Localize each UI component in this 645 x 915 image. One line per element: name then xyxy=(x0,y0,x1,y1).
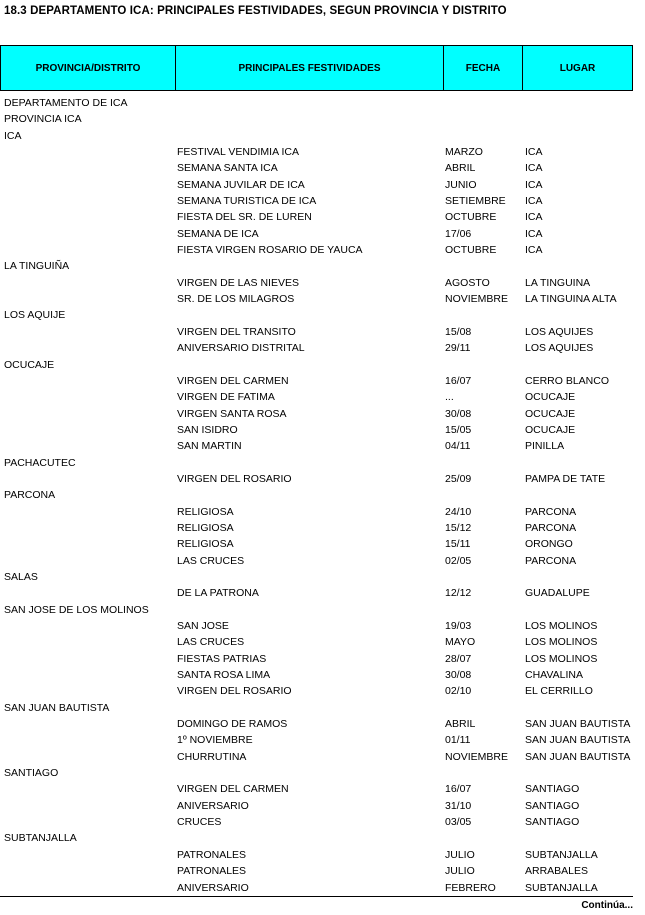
table-row xyxy=(0,520,645,536)
cell-lugar: SANTIAGO xyxy=(525,783,580,796)
table-row xyxy=(0,667,645,683)
cell-festividad: RELIGIOSA xyxy=(177,505,234,518)
bottom-divider xyxy=(0,896,633,897)
cell-festividad: SANTA ROSA LIMA xyxy=(177,669,271,682)
cell-lugar: ORONGO xyxy=(525,538,573,551)
cell-lugar: SUBTANJALLA xyxy=(525,881,598,894)
cell-distrito: SAN JUAN BAUTISTA xyxy=(4,701,110,714)
cell-fecha: ABRIL xyxy=(445,162,476,175)
cell-lugar: ICA xyxy=(525,195,543,208)
cell-distrito: PROVINCIA ICA xyxy=(4,113,82,126)
table-row xyxy=(0,177,645,193)
cell-fecha: 15/12 xyxy=(445,521,472,534)
cell-lugar: ICA xyxy=(525,211,543,224)
table-row xyxy=(0,144,645,160)
cell-lugar: SUBTANJALLA xyxy=(525,848,598,861)
cell-lugar: SANTIAGO xyxy=(525,799,580,812)
cell-festividad: SR. DE LOS MILAGROS xyxy=(177,293,295,306)
cell-fecha: OCTUBRE xyxy=(445,244,497,257)
cell-distrito: SUBTANJALLA xyxy=(4,832,77,845)
page-title: 18.3 DEPARTAMENTO ICA: PRINCIPALES FESTIVIDADES, SEGUN PROVINCIA Y DISTRITO xyxy=(4,5,507,17)
table-row xyxy=(0,847,645,863)
cell-lugar: ICA xyxy=(525,178,543,191)
cell-festividad: VIRGEN DEL CARMEN xyxy=(177,374,289,387)
table-row xyxy=(0,651,645,667)
table-row xyxy=(0,357,645,373)
table-row xyxy=(0,471,645,487)
cell-festividad: ANIVERSARIO DISTRITAL xyxy=(177,342,305,355)
cell-lugar: LOS MOLINOS xyxy=(525,636,598,649)
cell-lugar: CERRO BLANCO xyxy=(525,374,610,387)
cell-fecha: 02/05 xyxy=(445,554,472,567)
table-row xyxy=(0,830,645,846)
table-row xyxy=(0,242,645,258)
table-row xyxy=(0,111,645,127)
cell-lugar: PINILLA xyxy=(525,440,565,453)
column-header-festividades: PRINCIPALES FESTIVIDADES xyxy=(176,46,444,90)
cell-lugar: LOS AQUIJES xyxy=(525,325,594,338)
table-row xyxy=(0,880,645,896)
table-row xyxy=(0,716,645,732)
cell-festividad: SEMANA TURISTICA DE ICA xyxy=(177,195,317,208)
table-row xyxy=(0,553,645,569)
cell-festividad: SAN ISIDRO xyxy=(177,423,238,436)
cell-lugar: LA TINGUINA ALTA xyxy=(525,293,617,306)
cell-festividad: VIRGEN DEL ROSARIO xyxy=(177,472,292,485)
cell-lugar: LOS AQUIJES xyxy=(525,342,594,355)
table-row xyxy=(0,160,645,176)
table-row xyxy=(0,324,645,340)
cell-lugar: PARCONA xyxy=(525,521,577,534)
cell-festividad: SEMANA SANTA ICA xyxy=(177,162,278,175)
cell-distrito: OCUCAJE xyxy=(4,358,55,371)
cell-lugar: SAN JUAN BAUTISTA xyxy=(525,734,631,747)
table-header xyxy=(0,45,633,91)
cell-festividad: VIRGEN DEL TRANSITO xyxy=(177,325,296,338)
cell-lugar: EL CERRILLO xyxy=(525,685,593,698)
cell-festividad: FESTIVAL VENDIMIA ICA xyxy=(177,146,299,159)
table-row xyxy=(0,373,645,389)
table-row xyxy=(0,226,645,242)
cell-fecha: JULIO xyxy=(445,848,475,861)
cell-distrito: SALAS xyxy=(4,570,38,583)
table-body xyxy=(0,95,645,896)
cell-festividad: VIRGEN DE FATIMA xyxy=(177,391,275,404)
cell-fecha: NOVIEMBRE xyxy=(445,293,509,306)
cell-fecha: FEBRERO xyxy=(445,881,496,894)
cell-festividad: ANIVERSARIO xyxy=(177,799,249,812)
cell-fecha: ABRIL xyxy=(445,718,476,731)
cell-fecha: 04/11 xyxy=(445,440,471,453)
cell-festividad: RELIGIOSA xyxy=(177,538,234,551)
table-row xyxy=(0,455,645,471)
table-row xyxy=(0,209,645,225)
cell-distrito: DEPARTAMENTO DE ICA xyxy=(4,97,128,109)
cell-lugar: ICA xyxy=(525,146,543,159)
table-row xyxy=(0,406,645,422)
cell-distrito: SANTIAGO xyxy=(4,767,59,780)
cell-lugar: GUADALUPE xyxy=(525,587,590,600)
cell-lugar: OCUCAJE xyxy=(525,423,576,436)
cell-festividad: PATRONALES xyxy=(177,865,247,878)
table-row xyxy=(0,275,645,291)
table-row xyxy=(0,700,645,716)
table-row xyxy=(0,307,645,323)
cell-fecha: JULIO xyxy=(445,865,475,878)
table-row xyxy=(0,504,645,520)
cell-lugar: ICA xyxy=(525,244,543,257)
table-row xyxy=(0,602,645,618)
cell-festividad: LAS CRUCES xyxy=(177,636,245,649)
cell-fecha: 16/07 xyxy=(445,783,472,796)
table-row xyxy=(0,340,645,356)
cell-fecha: 15/05 xyxy=(445,423,472,436)
table-row xyxy=(0,585,645,601)
cell-fecha: 16/07 xyxy=(445,374,472,387)
cell-festividad: SAN MARTIN xyxy=(177,440,242,453)
cell-distrito: SAN JOSE DE LOS MOLINOS xyxy=(4,603,149,616)
table-row xyxy=(0,732,645,748)
cell-fecha: NOVIEMBRE xyxy=(445,750,509,763)
cell-fecha: 29/11 xyxy=(445,342,471,355)
cell-festividad: VIRGEN DE LAS NIEVES xyxy=(177,276,299,289)
cell-lugar: LOS MOLINOS xyxy=(525,652,598,665)
table-row xyxy=(0,618,645,634)
table-row xyxy=(0,683,645,699)
table-row xyxy=(0,422,645,438)
table-row xyxy=(0,487,645,503)
table-row xyxy=(0,128,645,144)
cell-festividad: FIESTA DEL SR. DE LUREN xyxy=(177,211,312,224)
cell-lugar: ICA xyxy=(525,162,543,175)
cell-fecha: 01/11 xyxy=(445,734,471,747)
cell-festividad: PATRONALES xyxy=(177,848,247,861)
cell-fecha: 25/09 xyxy=(445,472,472,485)
table-row xyxy=(0,569,645,585)
cell-fecha: 15/11 xyxy=(445,538,471,551)
cell-festividad: SAN JOSE xyxy=(177,620,229,632)
table-row xyxy=(0,258,645,274)
cell-fecha: 31/10 xyxy=(445,799,472,812)
cell-festividad: DE LA PATRONA xyxy=(177,587,259,600)
cell-fecha: MAYO xyxy=(445,636,476,649)
cell-lugar: OCUCAJE xyxy=(525,407,576,420)
table-row xyxy=(0,765,645,781)
cell-festividad: ANIVERSARIO xyxy=(177,881,249,894)
cell-fecha: 30/08 xyxy=(445,407,472,420)
cell-lugar: LA TINGUINA xyxy=(525,276,591,289)
cell-fecha: 03/05 xyxy=(445,816,472,829)
cell-fecha: 30/08 xyxy=(445,669,472,682)
cell-distrito: PARCONA xyxy=(4,489,56,502)
cell-festividad: FIESTAS PATRIAS xyxy=(177,652,267,665)
cell-fecha: 17/06 xyxy=(445,227,472,240)
cell-festividad: FIESTA VIRGEN ROSARIO DE YAUCA xyxy=(177,244,363,257)
cell-festividad: SEMANA DE ICA xyxy=(177,227,259,240)
column-header-provincia-distrito: PROVINCIA/DISTRITO xyxy=(1,46,176,90)
cell-festividad: DOMINGO DE RAMOS xyxy=(177,718,288,731)
cell-fecha: 19/03 xyxy=(445,620,472,632)
cell-festividad: 1º NOVIEMBRE xyxy=(177,734,253,747)
cell-festividad: RELIGIOSA xyxy=(177,521,234,534)
cell-lugar: SAN JUAN BAUTISTA xyxy=(525,718,631,731)
cell-fecha: 12/12 xyxy=(445,587,472,600)
cell-lugar: PAMPA DE TATE xyxy=(525,472,606,485)
cell-fecha: SETIEMBRE xyxy=(445,195,506,208)
cell-lugar: CHAVALINA xyxy=(525,669,583,682)
cell-lugar: LOS MOLINOS xyxy=(525,620,598,632)
cell-festividad: VIRGEN DEL ROSARIO xyxy=(177,685,292,698)
cell-festividad: CRUCES xyxy=(177,816,222,829)
cell-lugar: PARCONA xyxy=(525,554,577,567)
cell-distrito: LA TINGUIÑA xyxy=(4,260,70,273)
cell-distrito: LOS AQUIJE xyxy=(4,309,66,322)
cell-lugar: PARCONA xyxy=(525,505,577,518)
cell-lugar: ARRABALES xyxy=(525,865,589,878)
table-row xyxy=(0,814,645,830)
cell-fecha: MARZO xyxy=(445,146,483,159)
table-row xyxy=(0,438,645,454)
cell-fecha: ... xyxy=(445,391,454,404)
table-row xyxy=(0,798,645,814)
cell-fecha: 15/08 xyxy=(445,325,472,338)
table-row xyxy=(0,863,645,879)
cell-lugar: SANTIAGO xyxy=(525,816,580,829)
table-row xyxy=(0,95,645,111)
cell-fecha: OCTUBRE xyxy=(445,211,497,224)
continued-note: Continúa... xyxy=(581,900,633,911)
table-row xyxy=(0,291,645,307)
table-row xyxy=(0,536,645,552)
table-row xyxy=(0,634,645,650)
cell-fecha: JUNIO xyxy=(445,178,477,191)
cell-festividad: VIRGEN SANTA ROSA xyxy=(177,407,287,420)
cell-lugar: ICA xyxy=(525,227,543,240)
cell-lugar: SAN JUAN BAUTISTA xyxy=(525,750,631,763)
cell-distrito: PACHACUTEC xyxy=(4,456,76,469)
cell-festividad: VIRGEN DEL CARMEN xyxy=(177,783,289,796)
cell-lugar: OCUCAJE xyxy=(525,391,576,404)
cell-fecha: AGOSTO xyxy=(445,276,490,289)
column-header-lugar: LUGAR xyxy=(559,62,596,74)
cell-festividad: SEMANA JUVILAR DE ICA xyxy=(177,178,305,191)
table-row xyxy=(0,389,645,405)
table-row xyxy=(0,193,645,209)
column-header-fecha: FECHA xyxy=(444,46,523,90)
table-row xyxy=(0,781,645,797)
table-row xyxy=(0,749,645,765)
cell-fecha: 28/07 xyxy=(445,652,472,665)
cell-fecha: 24/10 xyxy=(445,505,472,518)
cell-festividad: LAS CRUCES xyxy=(177,554,245,567)
cell-festividad: CHURRUTINA xyxy=(177,750,247,763)
cell-distrito: ICA xyxy=(4,129,22,142)
cell-fecha: 02/10 xyxy=(445,685,472,698)
